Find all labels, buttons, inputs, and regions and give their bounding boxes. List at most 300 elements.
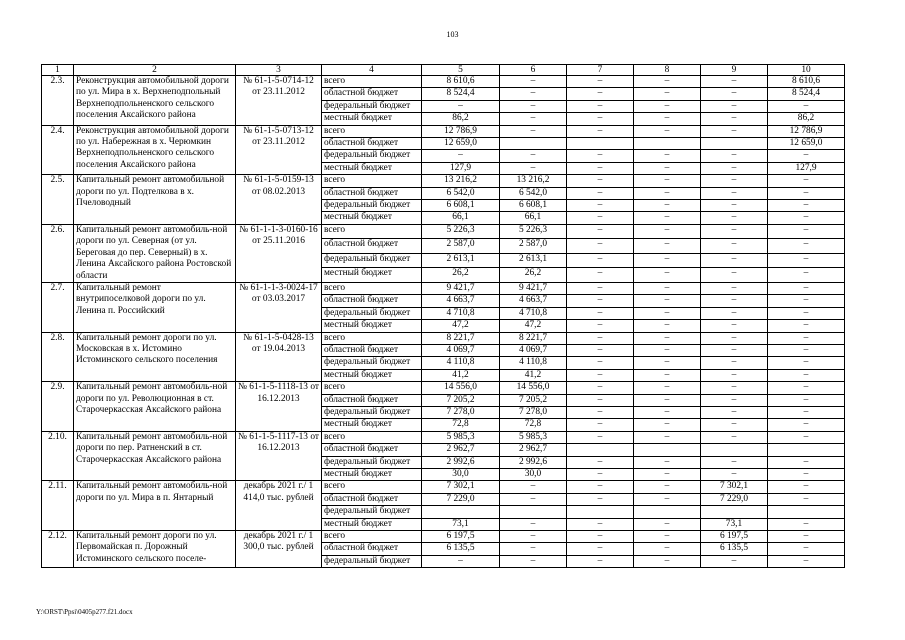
item-number: 2.10. (42, 431, 74, 481)
amount-cell (701, 444, 768, 456)
amount-cell: 4 069,7 (500, 344, 567, 356)
amount-cell: – (634, 369, 701, 381)
amount-cell: 14 556,0 (500, 382, 567, 394)
amount-cell: – (567, 369, 634, 381)
item-number: 2.12. (42, 531, 74, 568)
funding-source: местный бюджет (322, 369, 422, 381)
amount-cell (768, 444, 845, 456)
amount-cell: – (634, 150, 701, 162)
funding-source: всего (322, 224, 422, 239)
funding-source: местный бюджет (322, 320, 422, 332)
work-description: Реконструкция автомобильной дороги по ул. Мира в х. Верхнеподпольный Верхнеподпольненского сельского поселения Аксайского района (74, 76, 236, 126)
document-reference: декабрь 2021 г./ 1 414,0 тыс. рублей (236, 481, 322, 531)
amount-cell (634, 506, 701, 518)
funding-source: федеральный бюджет (322, 357, 422, 369)
amount-cell: – (701, 88, 768, 100)
work-description: Капитальный ремонт автомобиль-ной дороги по пер. Ратненский в ст. Старочеркасская Аксайского района (74, 431, 236, 481)
amount-cell: – (567, 357, 634, 369)
page-number: 103 (446, 30, 459, 39)
amount-cell: – (634, 88, 701, 100)
amount-cell: 6 135,5 (422, 543, 500, 555)
amount-cell: – (500, 555, 567, 567)
amount-cell: 6 135,5 (701, 543, 768, 555)
amount-cell: 6 197,5 (422, 531, 500, 543)
amount-cell: 41,2 (500, 369, 567, 381)
amount-cell: – (567, 253, 634, 268)
funding-source: областной бюджет (322, 88, 422, 100)
amount-cell: 26,2 (422, 268, 500, 283)
amount-cell: 66,1 (500, 212, 567, 224)
amount-cell: 47,2 (500, 320, 567, 332)
amount-cell: – (634, 175, 701, 187)
amount-cell: – (768, 481, 845, 493)
budget-table (41, 64, 845, 568)
amount-cell: – (701, 282, 768, 294)
amount-cell: – (701, 150, 768, 162)
amount-cell: 66,1 (422, 212, 500, 224)
amount-cell: 127,9 (422, 162, 500, 174)
funding-source: областной бюджет (322, 187, 422, 199)
document-reference: № 61-1-5-0159-13 от 08.02.2013 (236, 175, 322, 225)
amount-cell: 8 524,4 (422, 88, 500, 100)
item-number: 2.6. (42, 224, 74, 282)
amount-cell: – (768, 175, 845, 187)
amount-cell: 4 710,8 (500, 307, 567, 319)
amount-cell: 7 278,0 (422, 406, 500, 418)
item-number: 2.9. (42, 382, 74, 432)
amount-cell: 73,1 (422, 518, 500, 530)
item-number: 2.3. (42, 76, 74, 126)
amount-cell: – (634, 419, 701, 431)
amount-cell: 6 542,0 (422, 187, 500, 199)
amount-cell: – (634, 125, 701, 137)
amount-cell: – (701, 76, 768, 88)
amount-cell: 9 421,7 (500, 282, 567, 294)
amount-cell: – (768, 320, 845, 332)
amount-cell: 2 613,1 (422, 253, 500, 268)
amount-cell: 6 542,0 (500, 187, 567, 199)
amount-cell: 72,8 (422, 419, 500, 431)
amount-cell: 6 197,5 (701, 531, 768, 543)
amount-cell: 4 110,8 (500, 357, 567, 369)
amount-cell: 30,0 (500, 469, 567, 481)
amount-cell: – (634, 282, 701, 294)
amount-cell: 8 610,6 (768, 76, 845, 88)
amount-cell: 2 992,6 (422, 456, 500, 468)
amount-cell: 12 786,9 (768, 125, 845, 137)
work-description: Капитальный ремонт автомобиль-ной дороги по ул. Северная (от ул. Береговая до пер. Северный) в х. Ленина Аксайского района Ростовской области (74, 224, 236, 282)
amount-cell: – (701, 357, 768, 369)
amount-cell: – (768, 357, 845, 369)
amount-cell: – (768, 150, 845, 162)
funding-source: федеральный бюджет (322, 506, 422, 518)
amount-cell: 86,2 (422, 113, 500, 125)
funding-source: местный бюджет (322, 469, 422, 481)
table-row (42, 332, 845, 344)
amount-cell: 47,2 (422, 320, 500, 332)
amount-cell: – (701, 268, 768, 283)
amount-cell: – (634, 344, 701, 356)
funding-source: федеральный бюджет (322, 100, 422, 112)
funding-source: федеральный бюджет (322, 200, 422, 212)
funding-source: всего (322, 282, 422, 294)
amount-cell: 8 221,7 (422, 332, 500, 344)
amount-cell: – (701, 224, 768, 239)
funding-source: всего (322, 481, 422, 493)
amount-cell: – (768, 431, 845, 443)
amount-cell: – (768, 282, 845, 294)
funding-source: областной бюджет (322, 344, 422, 356)
amount-cell: – (768, 332, 845, 344)
amount-cell: – (701, 431, 768, 443)
amount-cell: – (567, 282, 634, 294)
amount-cell: 13 216,2 (422, 175, 500, 187)
funding-source: областной бюджет (322, 543, 422, 555)
amount-cell: – (634, 543, 701, 555)
amount-cell: – (634, 431, 701, 443)
amount-cell: – (634, 268, 701, 283)
amount-cell: – (701, 369, 768, 381)
amount-cell: – (768, 531, 845, 543)
amount-cell: – (567, 320, 634, 332)
amount-cell: – (500, 531, 567, 543)
amount-cell: 9 421,7 (422, 282, 500, 294)
amount-cell: 4 110,8 (422, 357, 500, 369)
amount-cell (567, 444, 634, 456)
amount-cell: – (768, 253, 845, 268)
amount-cell: 2 587,0 (422, 239, 500, 254)
amount-cell: – (768, 239, 845, 254)
amount-cell: – (768, 212, 845, 224)
column-header: 6 (500, 65, 567, 76)
amount-cell: 72,8 (500, 419, 567, 431)
amount-cell: – (634, 187, 701, 199)
amount-cell: 8 524,4 (768, 88, 845, 100)
amount-cell: – (500, 518, 567, 530)
amount-cell: – (567, 295, 634, 307)
amount-cell: – (567, 419, 634, 431)
amount-cell: 8 221,7 (500, 332, 567, 344)
amount-cell: – (701, 253, 768, 268)
table-row (42, 76, 845, 88)
funding-source: областной бюджет (322, 394, 422, 406)
amount-cell: – (500, 481, 567, 493)
amount-cell: 2 962,7 (422, 444, 500, 456)
table-row (42, 431, 845, 443)
amount-cell: 7 302,1 (701, 481, 768, 493)
amount-cell: – (701, 162, 768, 174)
amount-cell: – (422, 100, 500, 112)
amount-cell: – (500, 543, 567, 555)
amount-cell: – (768, 419, 845, 431)
amount-cell: – (634, 493, 701, 505)
amount-cell: – (701, 200, 768, 212)
amount-cell: – (768, 295, 845, 307)
item-number: 2.7. (42, 282, 74, 332)
work-description: Капитальный ремонт дороги по ул. Московская в х. Истомино Истоминского сельского поселения (74, 332, 236, 382)
column-number-row (42, 65, 845, 76)
amount-cell (701, 138, 768, 150)
amount-cell: 5 985,3 (422, 431, 500, 443)
amount-cell: – (768, 456, 845, 468)
amount-cell: – (567, 187, 634, 199)
amount-cell: – (701, 113, 768, 125)
funding-source: федеральный бюджет (322, 555, 422, 567)
item-number: 2.5. (42, 175, 74, 225)
amount-cell: – (567, 469, 634, 481)
amount-cell: 5 985,3 (500, 431, 567, 443)
amount-cell: – (422, 555, 500, 567)
amount-cell: – (567, 307, 634, 319)
column-header: 7 (567, 65, 634, 76)
item-number: 2.11. (42, 481, 74, 531)
amount-cell: – (567, 543, 634, 555)
table-body (42, 76, 845, 568)
amount-cell: – (500, 76, 567, 88)
amount-cell: – (768, 543, 845, 555)
funding-source: местный бюджет (322, 113, 422, 125)
amount-cell: – (634, 382, 701, 394)
amount-cell: – (634, 200, 701, 212)
document-reference: № 61-1-5-0428-13 от 19.04.2013 (236, 332, 322, 382)
funding-source: всего (322, 431, 422, 443)
funding-source: федеральный бюджет (322, 150, 422, 162)
amount-cell: 4 663,7 (500, 295, 567, 307)
amount-cell: 6 608,1 (422, 200, 500, 212)
amount-cell: 13 216,2 (500, 175, 567, 187)
amount-cell: – (701, 382, 768, 394)
amount-cell: 2 613,1 (500, 253, 567, 268)
amount-cell: – (768, 369, 845, 381)
amount-cell: 4 710,8 (422, 307, 500, 319)
amount-cell: 41,2 (422, 369, 500, 381)
amount-cell: – (567, 76, 634, 88)
funding-source: местный бюджет (322, 268, 422, 283)
amount-cell: – (701, 456, 768, 468)
funding-source: федеральный бюджет (322, 406, 422, 418)
amount-cell: – (701, 469, 768, 481)
amount-cell: 30,0 (422, 469, 500, 481)
amount-cell: 2 962,7 (500, 444, 567, 456)
amount-cell (422, 506, 500, 518)
file-path-footer: Y:\ORST\Ppsi\0405p277.f21.docx (36, 608, 133, 616)
amount-cell (634, 444, 701, 456)
work-description: Капитальный ремонт дороги по ул. Первомайская п. Дорожный Истоминского сельского поселе- (74, 531, 236, 568)
amount-cell: – (567, 175, 634, 187)
amount-cell: 5 226,3 (500, 224, 567, 239)
amount-cell: – (567, 239, 634, 254)
funding-source: всего (322, 382, 422, 394)
amount-cell: – (634, 113, 701, 125)
amount-cell: – (567, 212, 634, 224)
amount-cell: – (567, 150, 634, 162)
funding-source: всего (322, 332, 422, 344)
amount-cell: – (701, 295, 768, 307)
amount-cell (500, 506, 567, 518)
amount-cell: 12 659,0 (422, 138, 500, 150)
document-reference: декабрь 2021 г./ 1 300,0 тыс. рублей (236, 531, 322, 568)
table-row (42, 382, 845, 394)
amount-cell: – (768, 493, 845, 505)
amount-cell: – (634, 224, 701, 239)
amount-cell: – (567, 555, 634, 567)
amount-cell: – (701, 187, 768, 199)
amount-cell: – (768, 187, 845, 199)
amount-cell: – (701, 212, 768, 224)
amount-cell: – (768, 518, 845, 530)
funding-source: федеральный бюджет (322, 307, 422, 319)
amount-cell: – (567, 162, 634, 174)
amount-cell: 7 278,0 (500, 406, 567, 418)
amount-cell: – (701, 307, 768, 319)
amount-cell: – (567, 224, 634, 239)
amount-cell: – (500, 150, 567, 162)
amount-cell: – (768, 406, 845, 418)
amount-cell: – (634, 518, 701, 530)
amount-cell: – (768, 307, 845, 319)
amount-cell: 26,2 (500, 268, 567, 283)
amount-cell: – (701, 320, 768, 332)
amount-cell (768, 506, 845, 518)
amount-cell: – (634, 100, 701, 112)
amount-cell: 7 229,0 (422, 493, 500, 505)
work-description: Реконструкция автомобильной дороги по ул. Набережная в х. Черюмкин Верхнеподпольненского сельского поселения Аксайского района (74, 125, 236, 175)
column-header: 3 (236, 65, 322, 76)
work-description: Капитальный ремонт автомобиль-ной дороги по ул. Революционная в ст. Старочеркасская Аксайского района (74, 382, 236, 432)
column-header: 8 (634, 65, 701, 76)
amount-cell: 5 226,3 (422, 224, 500, 239)
amount-cell: – (500, 125, 567, 137)
amount-cell: – (634, 253, 701, 268)
amount-cell: – (701, 332, 768, 344)
amount-cell: – (701, 125, 768, 137)
amount-cell: – (634, 456, 701, 468)
amount-cell: – (768, 394, 845, 406)
amount-cell: – (634, 76, 701, 88)
amount-cell: – (634, 531, 701, 543)
item-number: 2.4. (42, 125, 74, 175)
table-row (42, 125, 845, 137)
funding-source: областной бюджет (322, 295, 422, 307)
column-header: 10 (768, 65, 845, 76)
amount-cell: – (500, 493, 567, 505)
amount-cell: 73,1 (701, 518, 768, 530)
funding-source: всего (322, 76, 422, 88)
column-header: 2 (74, 65, 236, 76)
amount-cell: – (500, 162, 567, 174)
funding-source: областной бюджет (322, 444, 422, 456)
document-reference: № 61-1-5-1118-13 от 16.12.2013 (236, 382, 322, 432)
amount-cell: 12 786,9 (422, 125, 500, 137)
amount-cell: – (567, 481, 634, 493)
column-header: 4 (322, 65, 422, 76)
amount-cell: 86,2 (768, 113, 845, 125)
amount-cell: 8 610,6 (422, 76, 500, 88)
amount-cell: – (422, 150, 500, 162)
amount-cell: – (701, 419, 768, 431)
document-reference: № 61-1-5-0714-12 от 23.11.2012 (236, 76, 322, 126)
amount-cell: – (634, 481, 701, 493)
amount-cell: – (634, 394, 701, 406)
column-header: 9 (701, 65, 768, 76)
amount-cell: – (634, 320, 701, 332)
amount-cell: – (768, 200, 845, 212)
amount-cell: – (768, 469, 845, 481)
amount-cell: – (701, 555, 768, 567)
amount-cell: – (701, 100, 768, 112)
funding-source: местный бюджет (322, 518, 422, 530)
amount-cell: – (634, 332, 701, 344)
amount-cell: 2 992,6 (500, 456, 567, 468)
document-reference: № 61-1-5-0713-12 от 23.11.2012 (236, 125, 322, 175)
funding-source: местный бюджет (322, 162, 422, 174)
funding-source: местный бюджет (322, 419, 422, 431)
amount-cell: – (768, 100, 845, 112)
amount-cell: – (768, 555, 845, 567)
amount-cell: 7 205,2 (500, 394, 567, 406)
table-row (42, 531, 845, 543)
amount-cell: – (567, 332, 634, 344)
amount-cell: 2 587,0 (500, 239, 567, 254)
amount-cell: – (701, 394, 768, 406)
funding-source: всего (322, 125, 422, 137)
funding-source: федеральный бюджет (322, 253, 422, 268)
funding-source: всего (322, 175, 422, 187)
funding-source: областной бюджет (322, 239, 422, 254)
amount-cell: 7 302,1 (422, 481, 500, 493)
amount-cell (701, 506, 768, 518)
amount-cell: – (567, 268, 634, 283)
amount-cell: – (500, 100, 567, 112)
work-description: Капитальный ремонт автомобиль-ной дороги по ул. Мира в п. Янтарный (74, 481, 236, 531)
table-row (42, 282, 845, 294)
amount-cell: 7 205,2 (422, 394, 500, 406)
funding-source: местный бюджет (322, 212, 422, 224)
amount-cell: 12 659,0 (768, 138, 845, 150)
amount-cell: – (634, 406, 701, 418)
amount-cell: – (567, 113, 634, 125)
amount-cell: – (701, 239, 768, 254)
work-description: Капитальный ремонт внутрипоселковой дороги по ул. Ленина п. Российский (74, 282, 236, 332)
amount-cell: – (567, 431, 634, 443)
document-reference: № 61-1-5-1117-13 от 16.12.2013 (236, 431, 322, 481)
amount-cell: 14 556,0 (422, 382, 500, 394)
table-row (42, 481, 845, 493)
amount-cell: – (567, 382, 634, 394)
amount-cell: 7 229,0 (701, 493, 768, 505)
amount-cell: – (567, 125, 634, 137)
amount-cell: – (701, 406, 768, 418)
amount-cell: – (768, 268, 845, 283)
document-reference: № 61-1-1-3-0160-16 от 25.11.2016 (236, 224, 322, 282)
document-reference: № 61-1-1-3-0024-17 от 03.03.2017 (236, 282, 322, 332)
amount-cell: – (634, 469, 701, 481)
amount-cell: – (567, 531, 634, 543)
amount-cell: – (634, 555, 701, 567)
funding-source: всего (322, 531, 422, 543)
amount-cell: – (567, 456, 634, 468)
amount-cell: – (567, 88, 634, 100)
amount-cell: – (768, 382, 845, 394)
amount-cell: – (567, 100, 634, 112)
amount-cell: 4 663,7 (422, 295, 500, 307)
amount-cell: – (701, 175, 768, 187)
amount-cell: – (567, 200, 634, 212)
amount-cell: 4 069,7 (422, 344, 500, 356)
amount-cell: – (567, 394, 634, 406)
column-header: 1 (42, 65, 74, 76)
amount-cell: – (634, 212, 701, 224)
